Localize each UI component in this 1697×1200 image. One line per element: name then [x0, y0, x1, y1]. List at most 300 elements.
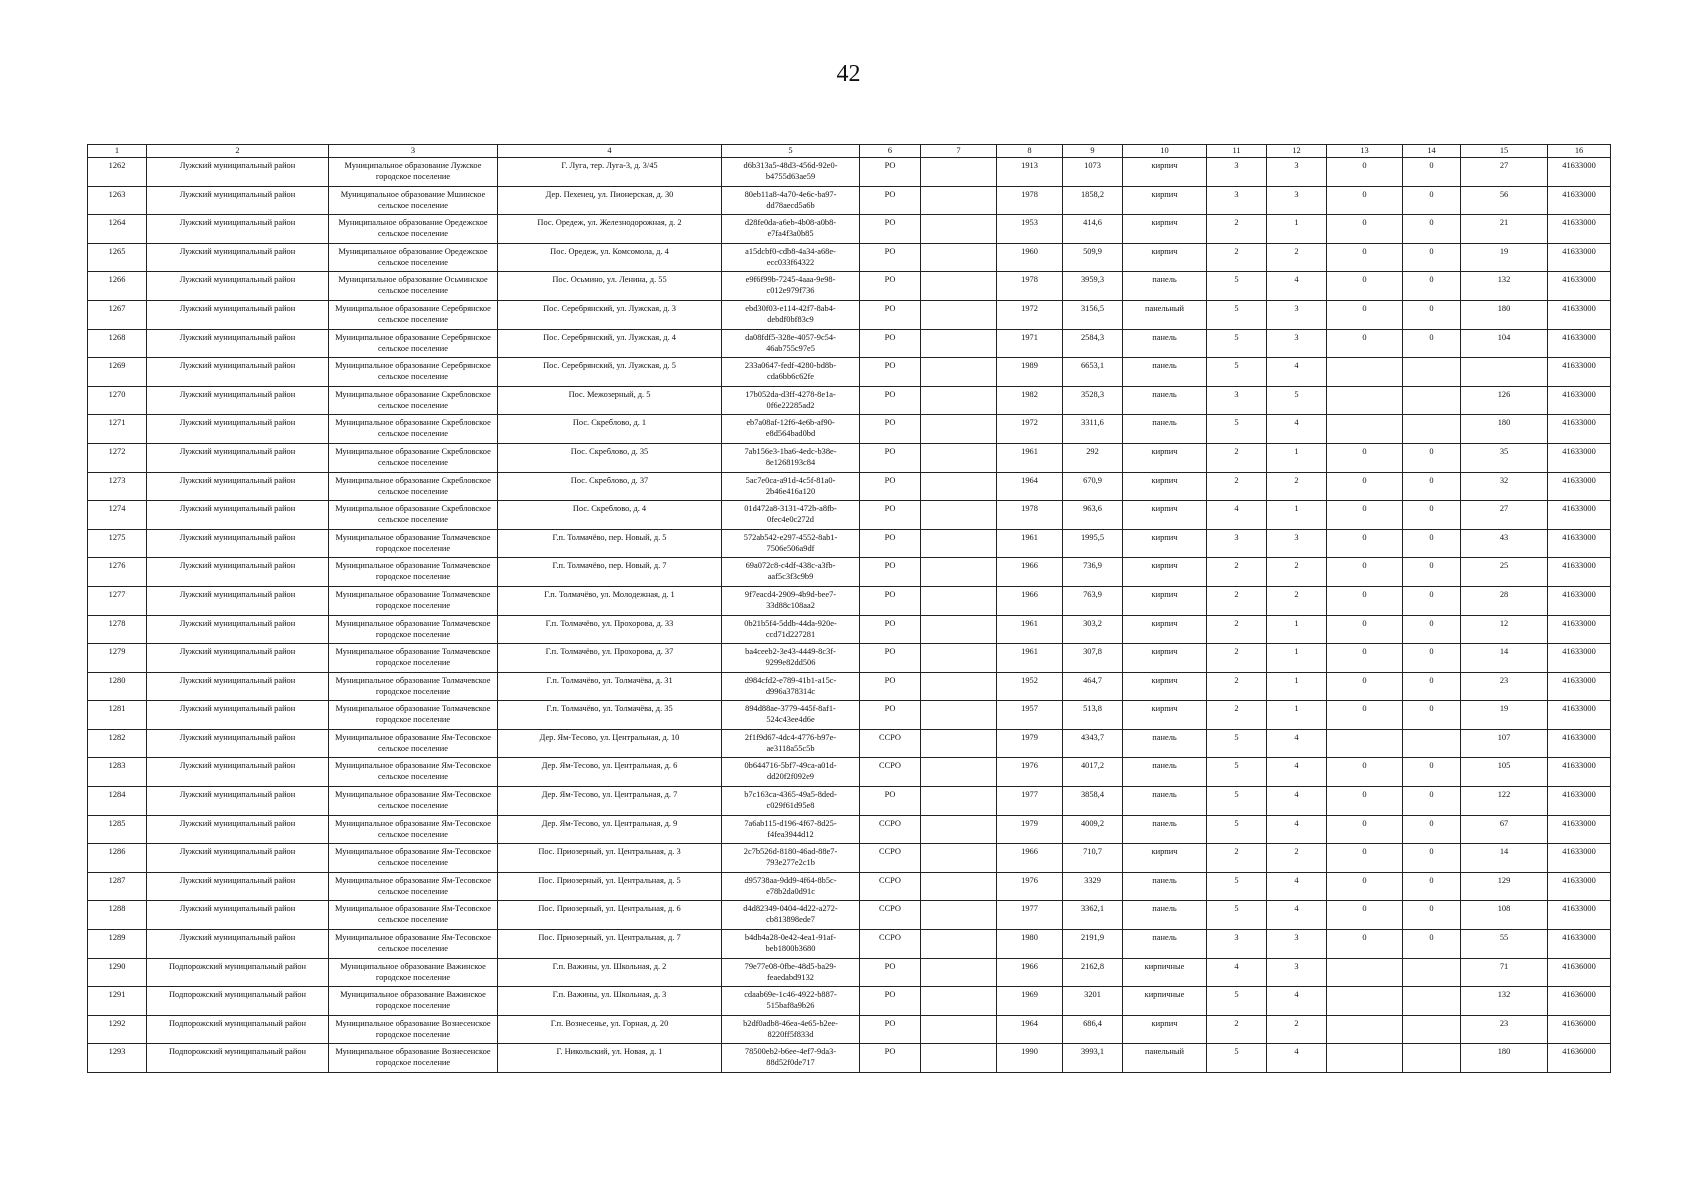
table-cell-col-16: 41633000 — [1548, 329, 1611, 358]
table-row — [88, 844, 1611, 873]
table-cell-col-4: Пос. Приозерный, ул. Центральная, д. 5 — [498, 872, 722, 901]
table-cell-col-14: 0 — [1403, 158, 1461, 187]
table-cell-col-14: 0 — [1403, 701, 1461, 730]
table-cell-col-3: Муниципальное образование Ям-Тесовское сельское поселение — [329, 729, 498, 758]
table-cell-col-13 — [1327, 958, 1403, 987]
table-cell-col-8: 1961 — [997, 443, 1063, 472]
table-cell-col-7 — [921, 672, 997, 701]
table-cell-col-14: 0 — [1403, 615, 1461, 644]
table-cell-col-12: 4 — [1267, 815, 1327, 844]
table-cell-col-9: 670,9 — [1063, 472, 1123, 501]
table-cell-col-3: Муниципальное образование Оредежское сельское поселение — [329, 215, 498, 244]
table-cell-col-11: 5 — [1207, 815, 1267, 844]
table-cell-col-1: 1291 — [88, 987, 147, 1016]
table-cell-col-3: Муниципальное образование Скребловское сельское поселение — [329, 443, 498, 472]
table-row — [88, 186, 1611, 215]
table-cell-col-7 — [921, 615, 997, 644]
table-cell-col-1: 1275 — [88, 529, 147, 558]
table-cell-col-6: РО — [860, 215, 921, 244]
table-cell-col-11: 3 — [1207, 186, 1267, 215]
table-cell-col-12: 2 — [1267, 1015, 1327, 1044]
table-cell-col-10: кирпич — [1123, 701, 1207, 730]
table-cell-col-1: 1270 — [88, 386, 147, 415]
table-cell-col-2: Лужский муниципальный район — [147, 472, 329, 501]
table-cell-col-2: Лужский муниципальный район — [147, 844, 329, 873]
table-cell-col-15: 67 — [1461, 815, 1548, 844]
table-cell-col-6: РО — [860, 586, 921, 615]
table-cell-col-12: 3 — [1267, 329, 1327, 358]
table-cell-col-13: 0 — [1327, 329, 1403, 358]
column-header-8: 8 — [997, 145, 1063, 158]
table-cell-col-9: 1073 — [1063, 158, 1123, 187]
table-cell-col-11: 2 — [1207, 644, 1267, 673]
table-cell-col-15: 107 — [1461, 729, 1548, 758]
table-cell-col-16: 41633000 — [1548, 415, 1611, 444]
table-cell-col-13: 0 — [1327, 472, 1403, 501]
table-cell-col-14 — [1403, 1015, 1461, 1044]
table-cell-col-14 — [1403, 729, 1461, 758]
table-cell-col-2: Лужский муниципальный район — [147, 158, 329, 187]
table-cell-col-8: 1982 — [997, 386, 1063, 415]
table-cell-col-14: 0 — [1403, 901, 1461, 930]
table-cell-col-6: РО — [860, 987, 921, 1016]
table-row — [88, 758, 1611, 787]
table-cell-col-9: 4017,2 — [1063, 758, 1123, 787]
table-row — [88, 300, 1611, 329]
table-cell-col-12: 3 — [1267, 930, 1327, 959]
table-cell-col-1: 1265 — [88, 243, 147, 272]
table-cell-col-8: 1976 — [997, 758, 1063, 787]
table-cell-col-7 — [921, 844, 997, 873]
table-cell-col-2: Лужский муниципальный район — [147, 872, 329, 901]
column-header-11: 11 — [1207, 145, 1267, 158]
table-cell-col-7 — [921, 243, 997, 272]
table-cell-col-11: 2 — [1207, 443, 1267, 472]
table-cell-col-11: 5 — [1207, 758, 1267, 787]
table-cell-col-7 — [921, 930, 997, 959]
table-cell-col-2: Лужский муниципальный район — [147, 815, 329, 844]
table-cell-col-1: 1264 — [88, 215, 147, 244]
table-cell-col-8: 1966 — [997, 958, 1063, 987]
table-row — [88, 1044, 1611, 1073]
table-cell-col-16: 41633000 — [1548, 586, 1611, 615]
table-cell-col-7 — [921, 300, 997, 329]
table-cell-col-7 — [921, 586, 997, 615]
table-cell-col-5: b4db4a28-0e42-4ea1-91af-beb1800b3680 — [722, 930, 860, 959]
table-cell-col-3: Муниципальное образование Толмачевское городское поселение — [329, 615, 498, 644]
table-cell-col-12: 4 — [1267, 758, 1327, 787]
table-row — [88, 901, 1611, 930]
column-number-header-row — [88, 145, 1611, 158]
table-cell-col-2: Лужский муниципальный район — [147, 386, 329, 415]
table-cell-col-8: 1978 — [997, 186, 1063, 215]
table-cell-col-11: 2 — [1207, 672, 1267, 701]
table-cell-col-15: 180 — [1461, 300, 1548, 329]
table-cell-col-14: 0 — [1403, 815, 1461, 844]
table-cell-col-10: панель — [1123, 386, 1207, 415]
table-cell-col-5: 233a0647-fedf-4280-bd8b-cda6bb6c62fe — [722, 358, 860, 387]
table-cell-col-8: 1990 — [997, 1044, 1063, 1073]
table-cell-col-4: Г.п. Толмачёво, ул. Толмачёва, д. 35 — [498, 701, 722, 730]
table-cell-col-4: Г. Луга, тер. Луга-3, д. 3/45 — [498, 158, 722, 187]
table-cell-col-16: 41633000 — [1548, 930, 1611, 959]
table-cell-col-9: 3858,4 — [1063, 787, 1123, 816]
table-cell-col-8: 1952 — [997, 672, 1063, 701]
table-cell-col-8: 1976 — [997, 872, 1063, 901]
table-cell-col-6: ССРО — [860, 815, 921, 844]
table-cell-col-5: 7ab156e3-1ba6-4edc-b38e-8e1268193c84 — [722, 443, 860, 472]
table-cell-col-9: 3201 — [1063, 987, 1123, 1016]
column-header-6: 6 — [860, 145, 921, 158]
table-cell-col-9: 3959,3 — [1063, 272, 1123, 301]
table-cell-col-3: Муниципальное образование Важинское городское поселение — [329, 958, 498, 987]
table-cell-col-13 — [1327, 987, 1403, 1016]
table-cell-col-9: 292 — [1063, 443, 1123, 472]
table-cell-col-8: 1978 — [997, 501, 1063, 530]
column-header-16: 16 — [1548, 145, 1611, 158]
table-cell-col-8: 1979 — [997, 729, 1063, 758]
table-cell-col-10: кирпич — [1123, 672, 1207, 701]
table-cell-col-3: Муниципальное образование Серебрянское сельское поселение — [329, 300, 498, 329]
table-cell-col-12: 1 — [1267, 644, 1327, 673]
table-cell-col-14: 0 — [1403, 758, 1461, 787]
table-cell-col-11: 2 — [1207, 243, 1267, 272]
table-cell-col-12: 4 — [1267, 272, 1327, 301]
table-cell-col-11: 5 — [1207, 729, 1267, 758]
table-cell-col-3: Муниципальное образование Вознесенское городское поселение — [329, 1015, 498, 1044]
table-cell-col-14 — [1403, 1044, 1461, 1073]
table-row — [88, 872, 1611, 901]
table-cell-col-6: РО — [860, 1015, 921, 1044]
table-cell-col-4: Г.п. Толмачёво, пер. Новый, д. 5 — [498, 529, 722, 558]
table-cell-col-15: 21 — [1461, 215, 1548, 244]
table-cell-col-15: 108 — [1461, 901, 1548, 930]
table-cell-col-12: 4 — [1267, 872, 1327, 901]
table-cell-col-12: 2 — [1267, 844, 1327, 873]
table-cell-col-5: 17b052da-d3ff-4278-8e1a-0f6e22285ad2 — [722, 386, 860, 415]
table-cell-col-14: 0 — [1403, 558, 1461, 587]
table-cell-col-5: d6b313a5-48d3-456d-92e0-b4755d63ae59 — [722, 158, 860, 187]
table-cell-col-9: 307,8 — [1063, 644, 1123, 673]
table-cell-col-1: 1280 — [88, 672, 147, 701]
column-header-9: 9 — [1063, 145, 1123, 158]
table-cell-col-2: Подпорожский муниципальный район — [147, 1044, 329, 1073]
table-cell-col-14: 0 — [1403, 787, 1461, 816]
table-cell-col-7 — [921, 958, 997, 987]
table-cell-col-13: 0 — [1327, 243, 1403, 272]
table-cell-col-9: 2584,3 — [1063, 329, 1123, 358]
table-cell-col-11: 3 — [1207, 529, 1267, 558]
table-cell-col-4: Дер. Ям-Тесово, ул. Центральная, д. 10 — [498, 729, 722, 758]
table-cell-col-8: 1989 — [997, 358, 1063, 387]
table-cell-col-2: Лужский муниципальный район — [147, 272, 329, 301]
table-cell-col-9: 414,6 — [1063, 215, 1123, 244]
table-cell-col-2: Подпорожский муниципальный район — [147, 1015, 329, 1044]
table-cell-col-16: 41636000 — [1548, 958, 1611, 987]
table-cell-col-13: 0 — [1327, 272, 1403, 301]
table-cell-col-1: 1283 — [88, 758, 147, 787]
table-cell-col-15: 105 — [1461, 758, 1548, 787]
table-cell-col-11: 3 — [1207, 158, 1267, 187]
table-cell-col-7 — [921, 558, 997, 587]
table-cell-col-4: Пос. Серебрянский, ул. Лужская, д. 4 — [498, 329, 722, 358]
table-cell-col-4: Г.п. Важины, ул. Школьная, д. 2 — [498, 958, 722, 987]
column-header-10: 10 — [1123, 145, 1207, 158]
table-cell-col-13 — [1327, 358, 1403, 387]
table-cell-col-7 — [921, 215, 997, 244]
table-cell-col-11: 2 — [1207, 844, 1267, 873]
table-cell-col-1: 1277 — [88, 586, 147, 615]
table-cell-col-6: ССРО — [860, 729, 921, 758]
table-cell-col-16: 41633000 — [1548, 272, 1611, 301]
table-cell-col-2: Лужский муниципальный район — [147, 701, 329, 730]
table-row — [88, 386, 1611, 415]
table-cell-col-10: кирпич — [1123, 215, 1207, 244]
table-cell-col-8: 1966 — [997, 844, 1063, 873]
table-cell-col-13: 0 — [1327, 501, 1403, 530]
table-row — [88, 415, 1611, 444]
table-cell-col-5: 0b644716-5bf7-49ca-a01d-dd20f2f092e9 — [722, 758, 860, 787]
table-cell-col-16: 41633000 — [1548, 758, 1611, 787]
table-cell-col-8: 1953 — [997, 215, 1063, 244]
table-cell-col-3: Муниципальное образование Скребловское сельское поселение — [329, 415, 498, 444]
table-cell-col-8: 1913 — [997, 158, 1063, 187]
table-cell-col-10: кирпич — [1123, 844, 1207, 873]
table-cell-col-7 — [921, 472, 997, 501]
table-cell-col-10: панельный — [1123, 300, 1207, 329]
table-row — [88, 987, 1611, 1016]
table-cell-col-5: 79e77e08-0fbe-48d5-ba29-feaedabd9132 — [722, 958, 860, 987]
table-cell-col-10: панель — [1123, 729, 1207, 758]
table-cell-col-8: 1966 — [997, 558, 1063, 587]
table-cell-col-14: 0 — [1403, 872, 1461, 901]
table-cell-col-6: РО — [860, 787, 921, 816]
table-cell-col-5: a15dcbf0-cdb8-4a34-a68e-ecc033f64322 — [722, 243, 860, 272]
table-cell-col-4: Г.п. Толмачёво, ул. Прохорова, д. 33 — [498, 615, 722, 644]
table-cell-col-6: РО — [860, 472, 921, 501]
column-header-15: 15 — [1461, 145, 1548, 158]
table-cell-col-16: 41636000 — [1548, 1015, 1611, 1044]
table-cell-col-2: Лужский муниципальный район — [147, 215, 329, 244]
table-cell-col-12: 2 — [1267, 472, 1327, 501]
table-cell-col-16: 41636000 — [1548, 987, 1611, 1016]
table-cell-col-2: Лужский муниципальный район — [147, 758, 329, 787]
table-cell-col-13: 0 — [1327, 672, 1403, 701]
table-cell-col-11: 2 — [1207, 558, 1267, 587]
table-row — [88, 472, 1611, 501]
table-cell-col-14: 0 — [1403, 844, 1461, 873]
table-cell-col-6: РО — [860, 329, 921, 358]
table-cell-col-10: кирпич — [1123, 243, 1207, 272]
table-cell-col-14: 0 — [1403, 300, 1461, 329]
table-cell-col-16: 41633000 — [1548, 300, 1611, 329]
table-cell-col-14 — [1403, 386, 1461, 415]
table-cell-col-11: 5 — [1207, 787, 1267, 816]
table-cell-col-10: кирпич — [1123, 529, 1207, 558]
table-cell-col-9: 303,2 — [1063, 615, 1123, 644]
table-cell-col-5: 0b21b5f4-5ddb-44da-920e-ccd71d227281 — [722, 615, 860, 644]
table-cell-col-3: Муниципальное образование Ям-Тесовское сельское поселение — [329, 787, 498, 816]
table-cell-col-9: 513,8 — [1063, 701, 1123, 730]
table-row — [88, 701, 1611, 730]
table-cell-col-9: 736,9 — [1063, 558, 1123, 587]
table-cell-col-2: Лужский муниципальный район — [147, 787, 329, 816]
table-cell-col-2: Лужский муниципальный район — [147, 329, 329, 358]
table-cell-col-9: 2162,8 — [1063, 958, 1123, 987]
column-header-14: 14 — [1403, 145, 1461, 158]
table-cell-col-7 — [921, 501, 997, 530]
table-cell-col-5: 78500eb2-b6ee-4ef7-9da3-88d52f0de717 — [722, 1044, 860, 1073]
column-header-12: 12 — [1267, 145, 1327, 158]
table-cell-col-10: кирпич — [1123, 443, 1207, 472]
table-cell-col-1: 1292 — [88, 1015, 147, 1044]
table-cell-col-4: Г.п. Вознесенье, ул. Горная, д. 20 — [498, 1015, 722, 1044]
table-cell-col-4: Дер. Ям-Тесово, ул. Центральная, д. 9 — [498, 815, 722, 844]
table-cell-col-13 — [1327, 1015, 1403, 1044]
table-cell-col-3: Муниципальное образование Мшинское сельское поселение — [329, 186, 498, 215]
table-cell-col-2: Лужский муниципальный район — [147, 729, 329, 758]
table-cell-col-14: 0 — [1403, 644, 1461, 673]
table-cell-col-3: Муниципальное образование Серебрянское сельское поселение — [329, 358, 498, 387]
table-cell-col-16: 41633000 — [1548, 501, 1611, 530]
table-cell-col-8: 1960 — [997, 243, 1063, 272]
table-cell-col-5: ebd30f03-e114-42f7-8ab4-debdf0bf83c9 — [722, 300, 860, 329]
table-cell-col-4: Пос. Оредеж, ул. Железнодорожная, д. 2 — [498, 215, 722, 244]
table-row — [88, 644, 1611, 673]
table-cell-col-15: 180 — [1461, 415, 1548, 444]
table-cell-col-4: Дер. Ям-Тесово, ул. Центральная, д. 6 — [498, 758, 722, 787]
table-cell-col-11: 5 — [1207, 300, 1267, 329]
table-cell-col-12: 3 — [1267, 300, 1327, 329]
table-cell-col-1: 1268 — [88, 329, 147, 358]
table-cell-col-15: 43 — [1461, 529, 1548, 558]
table-cell-col-11: 4 — [1207, 501, 1267, 530]
table-cell-col-2: Лужский муниципальный район — [147, 186, 329, 215]
table-cell-col-1: 1269 — [88, 358, 147, 387]
table-cell-col-7 — [921, 787, 997, 816]
table-cell-col-7 — [921, 901, 997, 930]
table-cell-col-3: Муниципальное образование Толмачевское городское поселение — [329, 644, 498, 673]
table-cell-col-9: 3329 — [1063, 872, 1123, 901]
table-cell-col-15: 14 — [1461, 844, 1548, 873]
table-cell-col-8: 1979 — [997, 815, 1063, 844]
table-cell-col-13: 0 — [1327, 558, 1403, 587]
table-row — [88, 358, 1611, 387]
table-cell-col-1: 1293 — [88, 1044, 147, 1073]
table-cell-col-8: 1977 — [997, 787, 1063, 816]
column-header-7: 7 — [921, 145, 997, 158]
table-row — [88, 443, 1611, 472]
table-cell-col-8: 1964 — [997, 472, 1063, 501]
table-cell-col-9: 3311,6 — [1063, 415, 1123, 444]
table-cell-col-13: 0 — [1327, 758, 1403, 787]
table-cell-col-14 — [1403, 958, 1461, 987]
table-cell-col-15: 23 — [1461, 1015, 1548, 1044]
table-cell-col-4: Пос. Приозерный, ул. Центральная, д. 6 — [498, 901, 722, 930]
table-cell-col-3: Муниципальное образование Осьминское сельское поселение — [329, 272, 498, 301]
table-row — [88, 329, 1611, 358]
table-cell-col-11: 2 — [1207, 472, 1267, 501]
table-cell-col-1: 1286 — [88, 844, 147, 873]
table-cell-col-4: Пос. Скреблово, д. 35 — [498, 443, 722, 472]
table-cell-col-15: 132 — [1461, 272, 1548, 301]
table-cell-col-5: 5ac7e0ca-a91d-4c5f-81a0-2b46e416a120 — [722, 472, 860, 501]
table-cell-col-7 — [921, 758, 997, 787]
table-cell-col-2: Лужский муниципальный район — [147, 501, 329, 530]
column-header-3: 3 — [329, 145, 498, 158]
table-cell-col-14 — [1403, 415, 1461, 444]
table-cell-col-12: 1 — [1267, 215, 1327, 244]
table-cell-col-10: кирпич — [1123, 1015, 1207, 1044]
table-cell-col-12: 5 — [1267, 386, 1327, 415]
table-cell-col-3: Муниципальное образование Ям-Тесовское сельское поселение — [329, 930, 498, 959]
table-cell-col-15: 27 — [1461, 158, 1548, 187]
table-cell-col-10: панель — [1123, 872, 1207, 901]
table-cell-col-14 — [1403, 358, 1461, 387]
table-cell-col-10: панель — [1123, 358, 1207, 387]
table-cell-col-13: 0 — [1327, 815, 1403, 844]
table-cell-col-5: 2c7b526d-8180-46ad-88e7-793e277e2c1b — [722, 844, 860, 873]
table-cell-col-3: Муниципальное образование Вознесенское городское поселение — [329, 1044, 498, 1073]
table-cell-col-16: 41633000 — [1548, 672, 1611, 701]
table-cell-col-13: 0 — [1327, 615, 1403, 644]
table-cell-col-16: 41633000 — [1548, 158, 1611, 187]
table-cell-col-16: 41633000 — [1548, 787, 1611, 816]
table-cell-col-9: 3528,3 — [1063, 386, 1123, 415]
table-cell-col-7 — [921, 386, 997, 415]
table-cell-col-11: 5 — [1207, 415, 1267, 444]
table-cell-col-3: Муниципальное образование Важинское городское поселение — [329, 987, 498, 1016]
table-cell-col-4: Дер. Ям-Тесово, ул. Центральная, д. 7 — [498, 787, 722, 816]
table-cell-col-2: Лужский муниципальный район — [147, 358, 329, 387]
table-cell-col-10: панель — [1123, 901, 1207, 930]
table-cell-col-4: Пос. Приозерный, ул. Центральная, д. 7 — [498, 930, 722, 959]
table-cell-col-6: РО — [860, 358, 921, 387]
table-cell-col-10: кирпичные — [1123, 958, 1207, 987]
table-cell-col-6: ССРО — [860, 901, 921, 930]
table-cell-col-1: 1278 — [88, 615, 147, 644]
table-cell-col-12: 4 — [1267, 358, 1327, 387]
table-cell-col-1: 1285 — [88, 815, 147, 844]
table-cell-col-5: 572ab542-e297-4552-8ab1-7506e506a9df — [722, 529, 860, 558]
table-cell-col-15: 23 — [1461, 672, 1548, 701]
table-cell-col-9: 6653,1 — [1063, 358, 1123, 387]
table-cell-col-10: панельный — [1123, 1044, 1207, 1073]
table-row — [88, 729, 1611, 758]
table-cell-col-14: 0 — [1403, 672, 1461, 701]
table-cell-col-5: 9f7eacd4-2909-4b9d-bee7-33d88c108aa2 — [722, 586, 860, 615]
column-header-4: 4 — [498, 145, 722, 158]
table-cell-col-8: 1964 — [997, 1015, 1063, 1044]
table-cell-col-11: 2 — [1207, 586, 1267, 615]
table-cell-col-13: 0 — [1327, 787, 1403, 816]
table-row — [88, 672, 1611, 701]
table-cell-col-1: 1284 — [88, 787, 147, 816]
table-cell-col-13 — [1327, 729, 1403, 758]
table-cell-col-7 — [921, 701, 997, 730]
table-cell-col-1: 1271 — [88, 415, 147, 444]
table-cell-col-8: 1971 — [997, 329, 1063, 358]
table-cell-col-13 — [1327, 386, 1403, 415]
table-cell-col-4: Г.п. Толмачёво, ул. Прохорова, д. 37 — [498, 644, 722, 673]
table-cell-col-6: РО — [860, 186, 921, 215]
table-cell-col-13: 0 — [1327, 186, 1403, 215]
table-cell-col-3: Муниципальное образование Ям-Тесовское сельское поселение — [329, 901, 498, 930]
table-cell-col-12: 1 — [1267, 701, 1327, 730]
table-cell-col-1: 1282 — [88, 729, 147, 758]
table-cell-col-1: 1267 — [88, 300, 147, 329]
table-cell-col-9: 686,4 — [1063, 1015, 1123, 1044]
